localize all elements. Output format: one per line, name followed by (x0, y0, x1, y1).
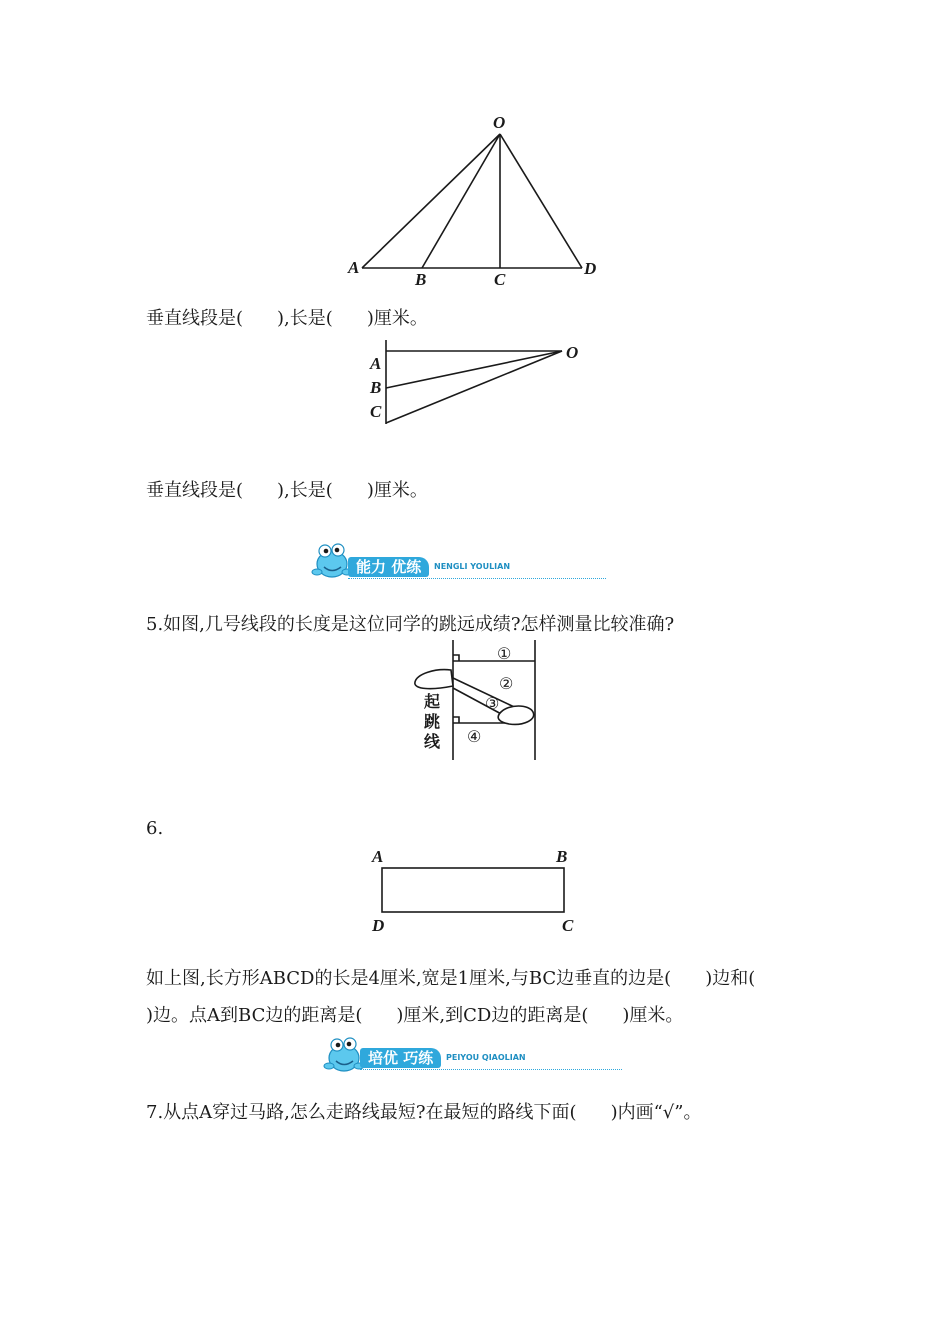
label-d: D (372, 916, 385, 935)
q-fig1-suffix: )厘米。 (366, 308, 428, 329)
banner-title: 培优 巧练 (360, 1048, 441, 1068)
q6-line2-prefix: )边。点A到BC边的距离是( (146, 1005, 363, 1026)
q6-line2-mid: )厘米,到CD边的距离是( (396, 1005, 589, 1026)
section-banner-advanced (322, 1036, 632, 1076)
segment-co (386, 351, 562, 423)
label-o: O (493, 113, 506, 132)
heel-print-left (415, 670, 453, 689)
q7-suffix: )内画“√”。 (610, 1102, 702, 1123)
heel-print-right (498, 706, 534, 724)
mark-4: ④ (467, 729, 482, 746)
label-c: C (370, 402, 382, 421)
banner-underline (360, 1069, 622, 1070)
perpendicular-figure (360, 338, 590, 430)
rectangle-figure (368, 844, 583, 936)
q-fig2-suffix: )厘米。 (366, 480, 428, 501)
segment-oa (362, 134, 500, 268)
takeoff-line-label: 起跳线 (424, 692, 441, 751)
triangle-figure (340, 108, 610, 290)
label-o: O (566, 343, 579, 362)
mark-2: ② (499, 676, 514, 693)
question-6-line2 (146, 1001, 683, 1027)
section-banner-ability (310, 542, 610, 582)
q6-line1-mid: )边和( (705, 968, 756, 989)
label-a: A (348, 258, 360, 277)
rectangle-abcd (382, 868, 564, 912)
question-fig2 (146, 476, 428, 502)
q-fig1-mid: ),长是( (277, 308, 333, 329)
question-5 (146, 610, 674, 636)
label-b: B (415, 270, 427, 289)
banner-underline (348, 578, 606, 579)
question-fig1 (146, 304, 428, 330)
banner-title: 能力 优练 (348, 557, 429, 577)
mark-1: ① (497, 646, 512, 663)
segment-od (500, 134, 582, 268)
banner-pinyin: NENGLI YOULIAN (434, 562, 511, 571)
q6-line2-suffix: )厘米。 (622, 1005, 684, 1026)
label-d: D (584, 259, 597, 278)
label-b: B (370, 378, 382, 397)
label-c: C (562, 916, 574, 935)
mark-3: ③ (485, 696, 500, 713)
q6-number: 6. (146, 818, 164, 839)
question-7 (146, 1098, 701, 1124)
segment-bo (386, 351, 562, 388)
q6-line1-prefix: 如上图,长方形ABCD的长是4厘米,宽是1厘米,与BC边垂直的边是( (146, 968, 672, 989)
banner-pinyin: PEIYOU QIAOLIAN (446, 1053, 526, 1062)
q-fig2-prefix: 垂直线段是( (146, 480, 244, 501)
question-6-line1 (146, 964, 755, 990)
question-6-number (146, 818, 163, 839)
right-angle-mark (453, 655, 459, 661)
label-a: A (370, 354, 382, 373)
label-c: C (494, 270, 506, 289)
q-fig2-mid: ),长是( (277, 480, 333, 501)
right-angle-mark (453, 717, 459, 723)
label-b: B (556, 847, 568, 866)
segment-ob (422, 134, 500, 268)
q5-text: 5.如图,几号线段的长度是这位同学的跳远成绩?怎样测量比较准确? (146, 614, 675, 635)
q-fig1-prefix: 垂直线段是( (146, 308, 244, 329)
label-a: A (372, 847, 384, 866)
q7-prefix: 7.从点A穿过马路,怎么走路线最短?在最短的路线下面( (146, 1102, 577, 1123)
